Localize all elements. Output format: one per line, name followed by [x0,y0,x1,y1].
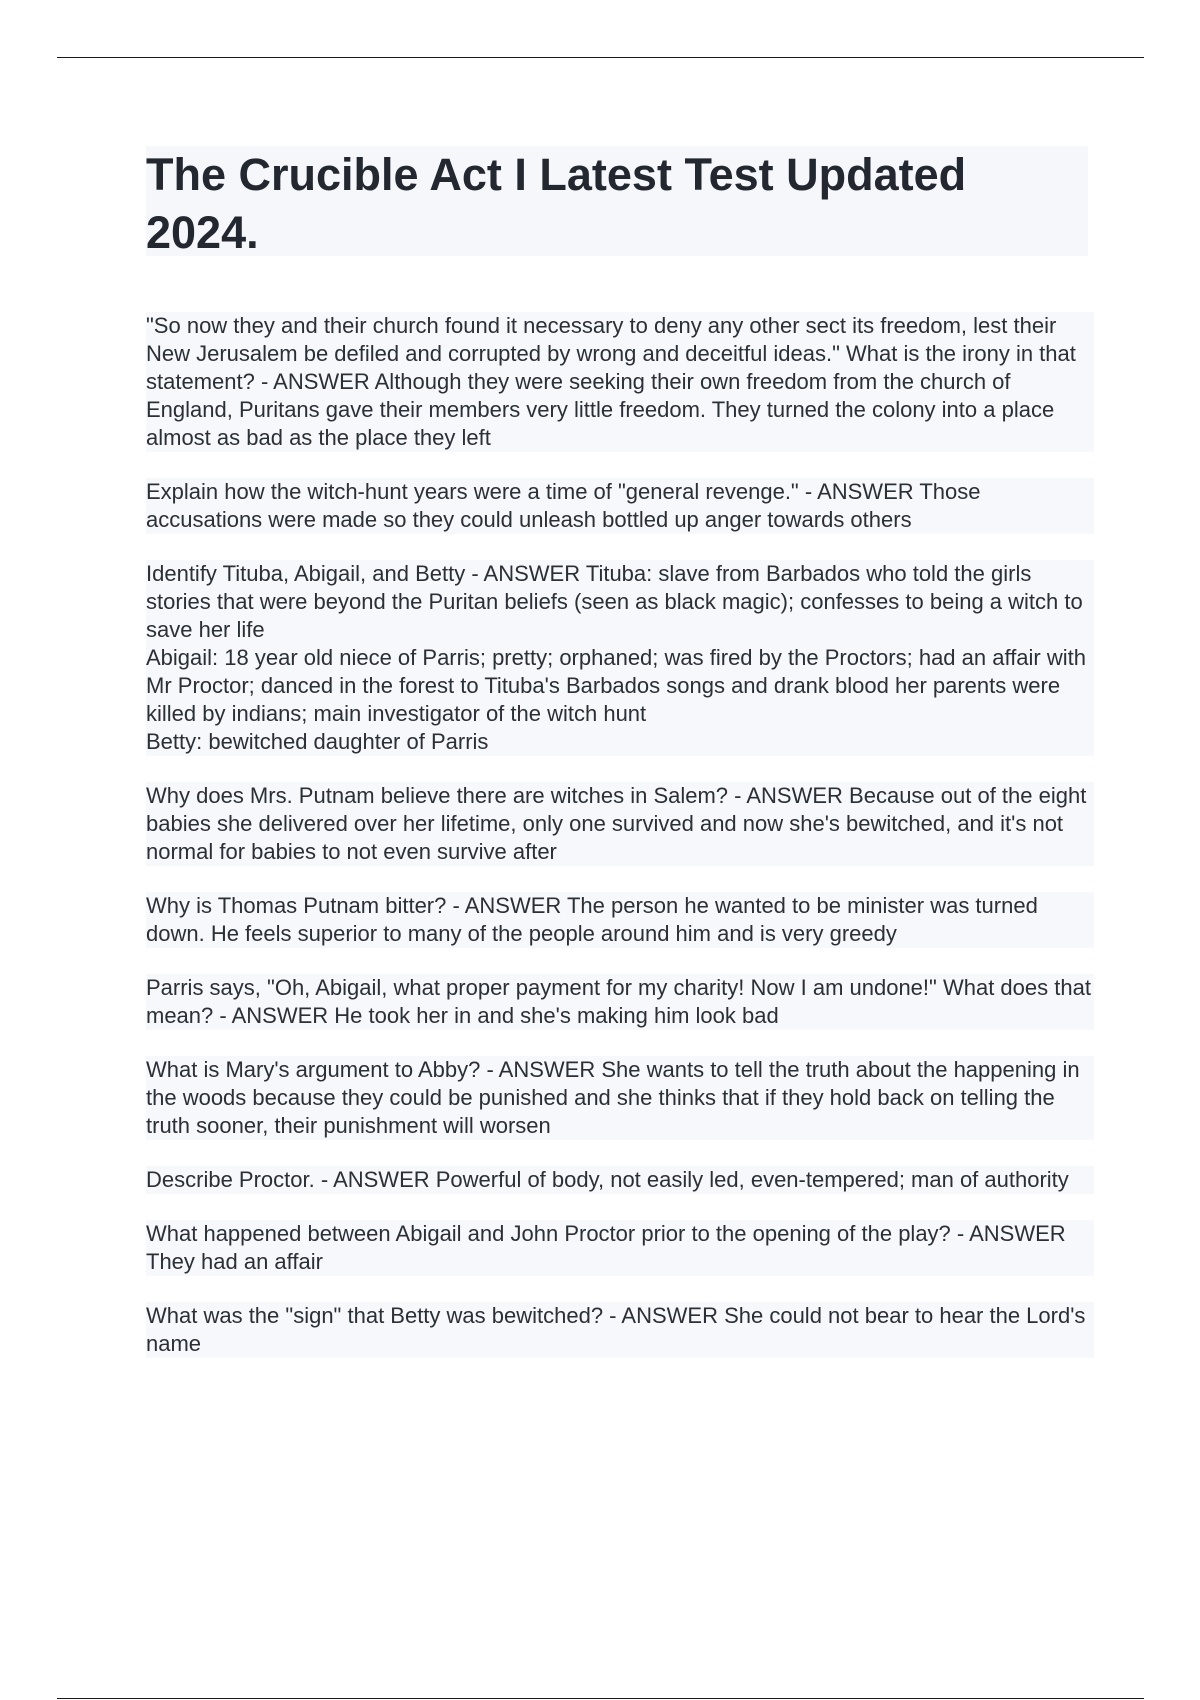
qa-item-10: What was the "sign" that Betty was bewitched? - ANSWER She could not bear to hear the Lord's name [146,1302,1094,1358]
qa-item-4: Why does Mrs. Putnam believe there are witches in Salem? - ANSWER Because out of the eight babies she delivered over her lifetime, only one survived and now she's bewitched, and it's not normal for babies to not even survive after [146,782,1094,866]
qa-item-2: Explain how the witch-hunt years were a time of "general revenge." - ANSWER Those accusations were made so they could unleash bottled up anger towards others [146,478,1094,534]
page-title: The Crucible Act I Latest Test Updated 2024. [146,149,967,258]
qa-item-8: Describe Proctor. - ANSWER Powerful of body, not easily led, even-tempered; man of authority [146,1166,1094,1194]
qa-item-6: Parris says, "Oh, Abigail, what proper payment for my charity! Now I am undone!" What does that mean? - ANSWER He took her in and she's making him look bad [146,974,1094,1030]
qa-item-7: What is Mary's argument to Abby? - ANSWER She wants to tell the truth about the happening in the woods because they could be punished and she thinks that if they hold back on telling the truth sooner, their punishment will worsen [146,1056,1094,1140]
qa-list [146,312,1094,1384]
qa-item-9: What happened between Abigail and John Proctor prior to the opening of the play? - ANSWER They had an affair [146,1220,1094,1276]
bottom-rule [57,1698,1144,1699]
qa-item-5: Why is Thomas Putnam bitter? - ANSWER The person he wanted to be minister was turned down. He feels superior to many of the people around him and is very greedy [146,892,1094,948]
qa-item-3: Identify Tituba, Abigail, and Betty - ANSWER Tituba: slave from Barbados who told the girls stories that were beyond the Puritan beliefs (seen as black magic); confesses to being a witch to save her life Abigail: 18 year old niece of Parris; pretty; orphaned; was fired by the Proctors; had an affair with Mr Proctor; danced in the forest to Tituba's Barbados songs and drank blood her parents were killed by indians; main investigator of the witch hunt Betty: bewitched daughter of Parris [146,560,1094,756]
top-rule [57,57,1144,58]
qa-item-1: "So now they and their church found it necessary to deny any other sect its freedom, lest their New Jerusalem be defiled and corrupted by wrong and deceitful ideas." What is the irony in that statement? - ANSWER Although they were seeking their own freedom from the church of England, Puritans gave their members very little freedom. They turned the colony into a place almost as bad as the place they left [146,312,1094,452]
